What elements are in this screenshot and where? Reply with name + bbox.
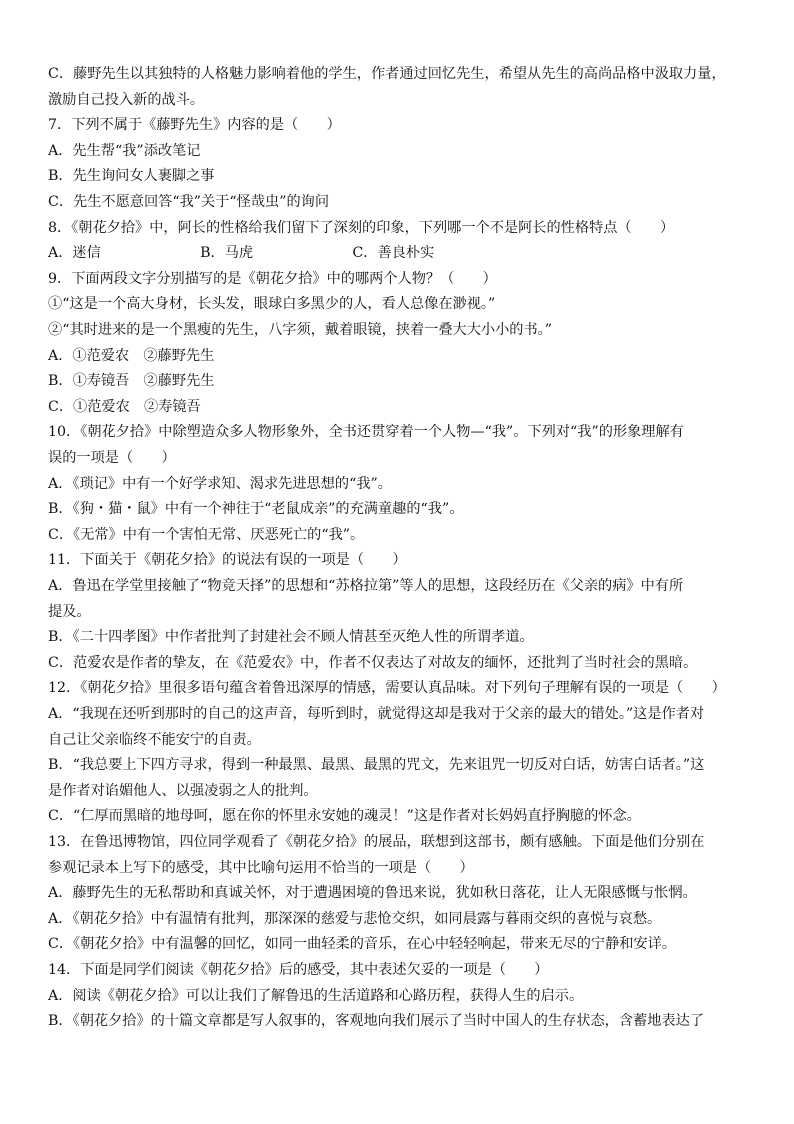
text-segment: C．①范爱农 ②寿镜吾 xyxy=(48,398,201,415)
text-line xyxy=(48,858,748,878)
emphasized-text: 不属于 xyxy=(99,117,143,134)
text-segment: 14．下面是同学们阅读《朝花夕拾》后的感受，其中表述 xyxy=(48,962,407,978)
text-line xyxy=(48,960,748,980)
text-line xyxy=(48,90,748,110)
text-segment: 激励自己投入新的战斗。 xyxy=(48,91,205,108)
text-segment: B．《二十四孝图》中作者批判了封建社会不顾人情甚至灭绝人性的所谓孝道。 xyxy=(48,629,534,646)
text-line xyxy=(48,806,748,826)
text-segment: ①“这是一个高大身材，长头发，眼球白多黑少的人，看人总像在渺视。” xyxy=(48,296,496,313)
text-segment: 的一项是（ ） xyxy=(612,680,726,697)
text-line xyxy=(48,730,748,750)
text-line xyxy=(48,243,748,263)
text-line xyxy=(48,397,748,417)
text-line xyxy=(48,320,748,340)
text-line xyxy=(48,832,748,852)
text-line xyxy=(48,934,748,954)
text-segment: A．《朝花夕拾》中有温情有批判，那深深的慈爱与悲怆交织，如同晨露与暮雨交织的喜悦与哀愁。 xyxy=(48,910,662,927)
text-line xyxy=(48,448,748,468)
text-segment: B．《朝花夕拾》的十篇文章都是写人叙事的，客观地向我们展示了当时中国人的生存状态，含蓄地表达了 xyxy=(48,1013,704,1030)
text-segment: 13．在鲁迅博物馆，四位同学观看了《朝花夕拾》的展品，联想到这部书，颇有感触。下面是他们分别在 xyxy=(48,834,705,850)
text-segment: A．“我现在还听到那时的自己的这声音，每听到时，就觉得这却是我对于父亲的最大的错处。”这是作者对 xyxy=(48,706,705,722)
text-line xyxy=(48,576,748,596)
text-line xyxy=(48,422,748,442)
text-line xyxy=(48,1011,748,1031)
text-segment: B．《狗・猫・鼠》中有一个神往于“老鼠成亲”的充满童趣的“我”。 xyxy=(48,501,464,518)
emphasized-text: 误 xyxy=(48,450,63,466)
text-line xyxy=(48,525,748,545)
text-segment: 的一项是（ ） xyxy=(62,450,176,466)
text-segment: B．①寿镜吾 ②藤野先生 xyxy=(48,373,215,390)
emphasized-text: 有 xyxy=(669,424,684,441)
emphasized-text: 有误 xyxy=(583,680,613,697)
text-segment: 9．下面两段文字分别描写的是《朝花夕拾》中的哪两个人物？（ ） xyxy=(48,270,497,287)
text-line xyxy=(48,166,748,186)
emphasized-text: 不恰当 xyxy=(317,859,361,876)
text-segment: 的一项是（ ） xyxy=(360,859,474,876)
text-line xyxy=(48,371,748,391)
text-line xyxy=(48,474,748,494)
text-segment: ②“其时进来的是一个黑瘦的先生，八字须，戴着眼镜，挟着一叠大大小小的书。” xyxy=(48,322,552,338)
text-segment: 11．下面关于《朝花夕拾》的说法 xyxy=(48,552,265,569)
text-segment: C．先生不愿意回答“我”关于“怪哉虫”的询问 xyxy=(48,194,330,210)
text-line xyxy=(48,550,748,570)
text-line xyxy=(48,704,748,724)
text-segment: 10．《朝花夕拾》中除塑造众多人物形象外，全书还贯穿着一个人物—“我”。下列对“我”的形象理解 xyxy=(48,424,670,441)
text-segment: A．①范爱农 ②藤野先生 xyxy=(48,347,215,364)
text-line xyxy=(48,883,748,903)
text-segment: C．“仁厚而黑暗的地母呵，愿在你的怀里永安她的魂灵！”这是作者对长妈妈直抒胸臆的怀念。 xyxy=(48,808,641,825)
text-line xyxy=(48,218,748,238)
text-segment: 提及。 xyxy=(48,603,91,620)
text-segment: A．藤野先生的无私帮助和真诚关怀，对于遭遇困境的鲁迅来说，犹如秋日落花，让人无限感慨与怅惘。 xyxy=(48,885,697,902)
text-line xyxy=(48,269,748,289)
text-line xyxy=(48,909,748,929)
emphasized-text: 欠妥 xyxy=(406,962,435,978)
text-segment: C．范爱农是作者的挚友，在《范爱农》中，作者不仅表达了对故友的缅怀，还批判了当时社会的黑暗。 xyxy=(48,654,698,671)
text-segment: 的一项是（ ） xyxy=(434,962,549,978)
emphasized-text: 有误 xyxy=(264,552,294,569)
text-segment: 参观记录本上写下的感受，其中比喻句运用 xyxy=(48,859,318,876)
text-segment: B．“我总要上下四方寻求，得到一种最黑、最黑、最黑的咒文，先来诅咒一切反对白话，妨害白话者。”这 xyxy=(48,757,705,774)
text-line xyxy=(48,346,748,366)
text-segment: C．藤野先生以其独特的人格魅力影响着他的学生，作者通过回忆先生，希望从先生的高尚品格中汲取力量， xyxy=(48,66,726,82)
text-segment: 12．《朝花夕拾》里很多语句蕴含着鲁迅深厚的情感，需要认真品味。对下列句子理解 xyxy=(48,680,584,697)
text-segment: A．迷信 B．马虎 C．善良朴实 xyxy=(48,245,435,262)
text-segment: C．《朝花夕拾》中有温馨的回忆，如同一曲轻柔的音乐，在心中轻轻响起，带来无尽的宁静和安详。 xyxy=(48,936,677,953)
text-segment: C．《无常》中有一个害怕无常、厌恶死亡的“我”。 xyxy=(48,526,365,543)
text-segment: A．《琐记》中有一个好学求知、渴求先进思想的“我”。 xyxy=(48,475,392,492)
text-line xyxy=(48,653,748,673)
text-line xyxy=(48,192,748,212)
text-line xyxy=(48,115,748,135)
text-segment: 自己让父亲临终不能安宁的自责。 xyxy=(48,731,261,748)
text-segment: 《藤野先生》内容的是（ ） xyxy=(142,117,341,134)
text-line xyxy=(48,141,748,161)
text-line xyxy=(48,499,748,519)
text-line xyxy=(48,678,748,698)
text-segment: 是作者对谄媚他人、以强凌弱之人的批判。 xyxy=(48,782,318,799)
text-line xyxy=(48,294,748,314)
text-segment: A．阅读《朝花夕拾》可以让我们了解鲁迅的生活道路和心路历程，获得人生的启示。 xyxy=(48,987,584,1004)
text-segment: 的一项是（ ） xyxy=(293,552,407,569)
text-segment: 8．《朝花夕拾》中，阿长的性格给我们留下了深刻的印象，下列哪一个不是阿长的性格特点（ ） xyxy=(48,219,675,236)
text-line xyxy=(48,986,748,1006)
text-line xyxy=(48,627,748,647)
text-line xyxy=(48,755,748,775)
text-segment: 7．下列 xyxy=(48,117,100,134)
text-line xyxy=(48,602,748,622)
text-segment: B．先生询问女人裹脚之事 xyxy=(48,168,215,185)
text-line xyxy=(48,781,748,801)
text-line xyxy=(48,64,748,84)
text-segment: A．鲁迅在学堂里接触了“物竞天择”的思想和“苏格拉第”等人的思想，这段经历在《父亲的病》中有所 xyxy=(48,578,684,594)
text-segment: A．先生帮“我”添改笔记 xyxy=(48,142,201,159)
